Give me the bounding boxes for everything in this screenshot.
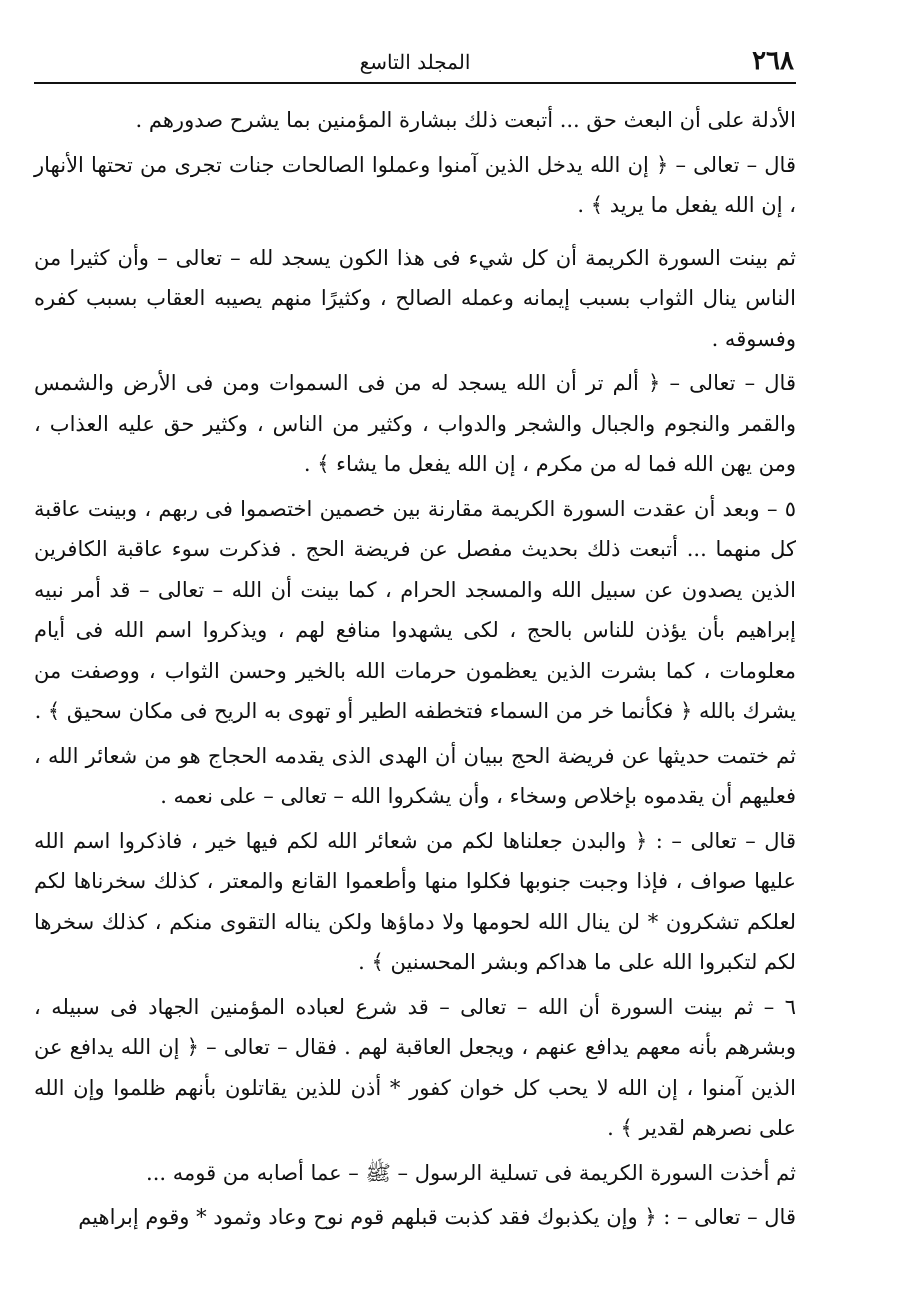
paragraph: ثم بينت السورة الكريمة أن كل شيء فى هذا الكون يسجد لله – تعالى – وأن كثيرا من الناس ينال الثواب بسبب إيمانه وعمله الصالح ، وكثيرًا منهم يصيبه العقاب بسبب كفره وفسوقه . — [34, 245, 796, 351]
paragraph: قال – تعالى – : ﴿ وإن يكذبوك فقد كذبت قبلهم قوم نوح وعاد وثمود * وقوم إبراهيم — [78, 1205, 796, 1229]
paragraph: ٦ – ثم بينت السورة أن الله – تعالى – قد شرع لعباده المؤمنين الجهاد فى سبيله ، وبشرهم بأنه معهم يدافع عنهم ، ويجعل العاقبة لهم . فقال – تعالى – ﴿ إن الله يدافع عن الذين آمنوا ، إن الله لا يحب كل خوان كفور * أذن للذين يقاتلون بأنهم ظلموا وإن الله على نصرهم لقدير ﴾ . — [34, 994, 796, 1140]
paragraph: قال – تعالى – : ﴿ والبدن جعلناها لكم من شعائر الله لكم فيها خير ، فاذكروا اسم الله عليها صواف ، فإذا وجبت جنوبها فكلوا منها وأطعموا القانع والمعتر ، كذلك سخرناها لكم لعلكم تشكرون * لن ينال الله لحومها ولا دماؤها ولكن يناله التقوى منكم ، كذلك سخرها لكم لتكبروا الله على ما هداكم وبشر المحسنين ﴾ . — [34, 828, 796, 974]
paragraph: الأدلة على أن البعث حق ... أتبعت ذلك ببشارة المؤمنين بما يشرح صدورهم . — [135, 108, 796, 132]
page-number: ٢٦٨ — [752, 46, 794, 76]
page-body — [34, 100, 796, 1238]
book-page — [34, 40, 796, 1242]
page-header — [34, 40, 796, 84]
paragraph: ثم أخذت السورة الكريمة فى تسلية الرسول – ﷺ – عما أصابه من قومه ... — [146, 1160, 796, 1185]
paragraph: قال – تعالى – ﴿ ألم تر أن الله يسجد له من فى السموات ومن فى الأرض والشمس والقمر والنجوم والجبال والشجر والدواب ، وكثير من الناس ، وكثير حق عليه العذاب ، ومن يهن الله فما له من مكرم ، إن الله يفعل ما يشاء ﴾ . — [34, 371, 796, 476]
paragraph: ثم ختمت حديثها عن فريضة الحج ببيان أن الهدى الذى يقدمه الحجاج هو من شعائر الله ، فعليهم أن يقدموه بإخلاص وسخاء ، وأن يشكروا الله – تعالى – على نعمه . — [34, 743, 796, 808]
paragraph: ٥ – وبعد أن عقدت السورة الكريمة مقارنة بين خصمين اختصموا فى ربهم ، وبينت عاقبة كل منهما ... أتبعت ذلك بحديث مفصل عن فريضة الحج . فذكرت سوء عاقبة الكافرين الذين يصدون عن سبيل الله والمسجد الحرام ، كما بينت أن الله – تعالى – قد أمر نبيه إبراهيم بأن يؤذن للناس بالحج ، لكى يشهدوا منافع لهم ، ويذكروا اسم الله فى أيام معلومات ، كما بشرت الذين يعظمون حرمات الله بالخير وحسن الثواب ، ووصفت من يشرك بالله ﴿ فكأنما خر من السماء فتخطفه الطير أو تهوى به الريح فى مكان سحيق ﴾ . — [34, 496, 796, 723]
paragraph: قال – تعالى – ﴿ إن الله يدخل الذين آمنوا وعملوا الصالحات جنات تجرى من تحتها الأنهار ، إن الله يفعل ما يريد ﴾ . — [34, 152, 796, 217]
running-title: المجلد التاسع — [359, 50, 471, 74]
